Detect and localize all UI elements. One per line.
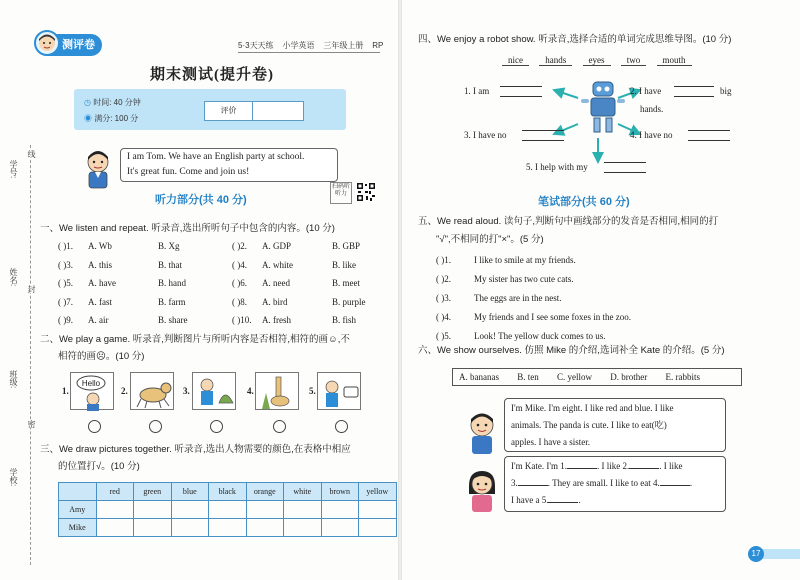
- q4-heading: 四、We enjoy a robot show. 听录音,选择合适的单词完成思维导图。(10 分): [418, 34, 732, 45]
- name-label: 姓名:: [9, 268, 18, 287]
- answer-face-4[interactable]: [273, 420, 286, 433]
- check-circle-icon: ◉: [84, 114, 92, 123]
- q5-item-number[interactable]: ( )5.: [436, 331, 451, 341]
- q2-picture-2: [130, 372, 174, 410]
- q4-blank-1a[interactable]: [500, 86, 542, 87]
- q1-option-b: B. purple: [332, 296, 366, 307]
- q2-heading-line-1: 二、We play a game. 听录音,判断图片与所听内容是否相符,相符的画☺,不: [40, 334, 350, 345]
- q1-option-a: A. need: [262, 278, 290, 288]
- answer-cell[interactable]: [209, 519, 247, 537]
- answer-cell[interactable]: [171, 501, 209, 519]
- evaluation-label: 评价: [205, 102, 253, 120]
- q2-num-2: 2.: [121, 386, 128, 396]
- kate-line-1: [511, 458, 719, 475]
- q4-blank-4b[interactable]: [688, 140, 730, 141]
- q6-word-box: [452, 368, 742, 386]
- q3-heading-line-1: 三、We draw pictures together. 听录音,选出人物需要的颜色,在表格中相应: [40, 444, 351, 455]
- q1-option-a: A. bird: [262, 296, 288, 307]
- evaluation-field[interactable]: [254, 102, 304, 120]
- answer-cell[interactable]: [96, 519, 134, 537]
- q1-heading: 一、We listen and repeat. 听录音,选出所听句子中包含的内容。(10 分): [40, 223, 335, 234]
- answer-cell[interactable]: [209, 501, 247, 519]
- q1-item-number[interactable]: ( )10.: [232, 315, 252, 325]
- q5-sentence: My friends and I see some foxes in the zoo.: [474, 312, 631, 322]
- q6-option-d: D. brother: [610, 372, 648, 382]
- answer-face-2[interactable]: [149, 420, 162, 433]
- scan-label: 扫码听听力: [330, 182, 352, 204]
- q1-option-a: A. have: [88, 278, 116, 288]
- row-label-amy: Amy: [59, 501, 97, 519]
- q6-option-e: E. rabbits: [665, 372, 700, 382]
- cut-line: [30, 145, 31, 565]
- mike-line-1: I'm Mike. I'm eight. I like red and blue. I like: [511, 403, 674, 413]
- q4-blank-3b[interactable]: [522, 140, 564, 141]
- test-badge: 测评卷: [38, 34, 102, 56]
- q5-sentence: The eggs are in the nest.: [474, 293, 562, 303]
- intro-line-1: I am Tom. We have an English party at school.: [127, 152, 305, 162]
- word-hands: hands: [539, 55, 572, 66]
- mike-line-2: animals. The panda is cute. I like to eat(吃): [511, 420, 667, 430]
- color-col-black: black: [209, 483, 247, 501]
- color-col-red: red: [96, 483, 134, 501]
- answer-cell[interactable]: [359, 519, 397, 537]
- page-number: 17: [748, 546, 764, 562]
- row-label-mike: Mike: [59, 519, 97, 537]
- kate-2-mid: . They are small. I like to eat 4.: [547, 478, 660, 488]
- q1-option-a: A. GDP: [262, 241, 292, 251]
- q1-option-a: A. Wb: [88, 241, 112, 251]
- answer-cell[interactable]: [134, 501, 172, 519]
- q4-sentence-4: 4. I have no: [630, 130, 673, 140]
- kate-1-prefix: I'm Kate. I'm 1.: [511, 461, 567, 471]
- school-label: 学校:: [9, 468, 18, 487]
- q2-picture-1: [70, 372, 114, 410]
- q4-sentence-3: 3. I have no: [464, 130, 507, 140]
- q1-option-b: B. share: [158, 315, 188, 325]
- kate-1-mid: . I like 2.: [596, 461, 630, 471]
- q4-sentence-1: [464, 86, 489, 96]
- kate-blank-3[interactable]: [518, 485, 548, 486]
- student-id-label: 学号:: [9, 160, 18, 179]
- color-table-header: [59, 483, 397, 501]
- q5-item-number[interactable]: ( )4.: [436, 312, 451, 322]
- q3-heading-line-2: 的位置打√。(10 分): [58, 461, 140, 472]
- q4-blank-2a[interactable]: [674, 86, 714, 87]
- q5-sentence: Look! The yellow duck comes to us.: [474, 331, 606, 341]
- cut-mark-1: 线: [27, 150, 36, 158]
- color-col-brown: brown: [321, 483, 359, 501]
- answer-cell[interactable]: [96, 501, 134, 519]
- edition: RP: [372, 41, 384, 50]
- q4-s2-text: 2. I have: [630, 86, 662, 96]
- q4-sentence-2: [630, 86, 661, 96]
- table-row: [59, 519, 397, 537]
- evaluation-box: [204, 101, 304, 121]
- full-score: [84, 113, 138, 124]
- color-col-blue: blue: [171, 483, 209, 501]
- answer-cell[interactable]: [134, 519, 172, 537]
- page-title: 期末测试(提升卷): [150, 67, 274, 83]
- q2-num-4: 4.: [247, 386, 254, 396]
- q4-blank-2b[interactable]: [674, 96, 714, 97]
- answer-face-3[interactable]: [210, 420, 223, 433]
- word-two: two: [621, 55, 647, 66]
- q4-s2-hands: hands.: [640, 104, 664, 114]
- q2-num-5: 5.: [309, 386, 316, 396]
- q4-blank-1b[interactable]: [500, 96, 542, 97]
- q1-item-number[interactable]: ( )9.: [58, 315, 73, 325]
- answer-face-5[interactable]: [335, 420, 348, 433]
- subject: 小学英语: [282, 41, 315, 50]
- kate-avatar: [462, 468, 502, 514]
- kate-blank-5[interactable]: [548, 502, 578, 503]
- color-col-orange: orange: [246, 483, 284, 501]
- intro-speech-bubble: [120, 148, 338, 182]
- q5-sentence: I like to smile at my friends.: [474, 255, 576, 265]
- time-limit: [84, 97, 141, 108]
- cut-mark-3: 密: [27, 420, 36, 428]
- q4-s1-text: 1. I am: [464, 86, 490, 96]
- table-row: [59, 501, 397, 519]
- time-text: 时间: 40 分钟: [93, 98, 141, 107]
- q1-option-b: B. GBP: [332, 241, 361, 251]
- q4-word-bank: [502, 55, 700, 66]
- answer-cell[interactable]: [246, 501, 284, 519]
- page-number-bar: [760, 549, 800, 559]
- answer-cell[interactable]: [321, 519, 359, 537]
- listening-heading: 听力部分(共 40 分): [155, 194, 247, 206]
- intro-line-2: It's great fun. Come and join us!: [127, 167, 250, 177]
- q1-item-number[interactable]: ( )7.: [58, 296, 73, 307]
- grade: 三年级上册: [323, 41, 364, 50]
- mike-avatar: [462, 410, 502, 456]
- q1-option-a: A. air: [88, 315, 109, 325]
- kate-3-prefix: I have a 5.: [511, 495, 549, 505]
- q1-item-number[interactable]: ( )5.: [58, 278, 73, 288]
- series-name: 5·3天天练: [238, 41, 274, 50]
- kate-blank-1[interactable]: [567, 468, 597, 469]
- mike-speech-bubble: [504, 398, 726, 452]
- q5-sentence: My sister has two cute cats.: [474, 274, 574, 284]
- q2-picture-3: [192, 372, 236, 410]
- q5-item-number[interactable]: ( )2.: [436, 274, 451, 284]
- q5-heading-line-2: "√",不相同的打"×"。(5 分): [436, 234, 544, 245]
- q2-num-1: 1.: [62, 386, 69, 396]
- q4-blank-5a[interactable]: [604, 162, 646, 163]
- answer-cell[interactable]: [246, 519, 284, 537]
- writing-heading: 笔试部分(共 60 分): [538, 196, 630, 208]
- color-col-yellow: yellow: [359, 483, 397, 501]
- q4-s2-big: big: [720, 86, 732, 96]
- q4-blank-3a[interactable]: [522, 130, 564, 131]
- q5-item-number[interactable]: ( )3.: [436, 293, 451, 303]
- q1-option-a: A. fast: [88, 296, 112, 307]
- q1-option-b: B. hand: [158, 278, 186, 288]
- q5-item-number[interactable]: ( )1.: [436, 255, 451, 265]
- kate-line-3: [511, 492, 719, 509]
- color-col-white: white: [284, 483, 322, 501]
- q6-option-c: C. yellow: [557, 372, 592, 382]
- q2-heading-line-2: 相符的画☹。(10 分): [58, 351, 145, 362]
- kate-blank-4[interactable]: [660, 485, 690, 486]
- q1-item-number[interactable]: ( )4.: [232, 259, 247, 270]
- header-rule: [238, 52, 380, 53]
- q1-option-b: B. meet: [332, 278, 360, 288]
- q2-num-3: 3.: [183, 386, 190, 396]
- score-text: 满分: 100 分: [94, 114, 139, 123]
- kate-1-suffix: . I like: [659, 461, 683, 471]
- q1-option-a: A. white: [262, 259, 293, 270]
- q1-option-b: B. Xg: [158, 241, 180, 251]
- answer-cell[interactable]: [359, 501, 397, 519]
- kate-line-2: 3. . They are small. I like to eat 4. .: [511, 478, 693, 488]
- q1-item-number[interactable]: ( )6.: [232, 278, 247, 288]
- q1-item-number[interactable]: ( )1.: [58, 241, 73, 251]
- color-col-0: [59, 483, 97, 501]
- kate-2-prefix: 3.: [511, 478, 518, 488]
- qr-code-icon[interactable]: [356, 182, 376, 202]
- q1-item-number[interactable]: ( )3.: [58, 259, 73, 270]
- answer-cell[interactable]: [284, 519, 322, 537]
- q1-item-number[interactable]: ( )8.: [232, 296, 247, 307]
- answer-cell[interactable]: [321, 501, 359, 519]
- cut-mark-2: 封: [27, 285, 36, 293]
- q1-option-b: B. that: [158, 259, 182, 270]
- color-col-green: green: [134, 483, 172, 501]
- q2-picture-4: [255, 372, 299, 410]
- mike-line-3: apples. I have a sister.: [511, 437, 590, 447]
- badge-face-icon: [34, 30, 60, 56]
- q6-heading: 六、We show ourselves. 仿照 Mike 的介绍,选词补全 Kate 的介绍。(5 分): [418, 345, 725, 356]
- answer-cell[interactable]: [171, 519, 209, 537]
- q1-option-b: B. fish: [332, 315, 357, 325]
- q1-option-b: B. like: [332, 259, 356, 270]
- answer-cell[interactable]: [284, 501, 322, 519]
- word-nice: nice: [502, 55, 529, 66]
- q5-heading-line-1: 五、We read aloud. 读句子,判断句中画线部分的发音是否相同,相同的打: [418, 216, 719, 227]
- q4-sentence-5: 5. I help with my: [526, 162, 588, 172]
- color-table: [58, 482, 397, 537]
- q4-blank-4a[interactable]: [688, 130, 730, 131]
- tom-avatar: [80, 148, 116, 192]
- q6-option-a: A. bananas: [459, 372, 499, 382]
- q4-blank-5b[interactable]: [604, 172, 646, 173]
- q1-option-a: A. fresh: [262, 315, 291, 325]
- word-mouth: mouth: [657, 55, 692, 66]
- clock-icon: ◷: [84, 98, 91, 107]
- word-eyes: eyes: [583, 55, 611, 66]
- q1-option-a: A. this: [88, 259, 113, 270]
- book-info: [238, 40, 383, 51]
- kate-3-suffix: .: [578, 495, 581, 505]
- q2-picture-5: [317, 372, 361, 410]
- q1-option-b: B. farm: [158, 296, 186, 307]
- class-label: 班级:: [9, 370, 18, 389]
- kate-speech-bubble: [504, 456, 726, 512]
- kate-blank-2[interactable]: [629, 468, 659, 469]
- q1-item-number[interactable]: ( )2.: [232, 241, 247, 251]
- answer-face-1[interactable]: [88, 420, 101, 433]
- q6-option-b: B. ten: [517, 372, 539, 382]
- hello-bubble-text: Hello: [81, 379, 101, 388]
